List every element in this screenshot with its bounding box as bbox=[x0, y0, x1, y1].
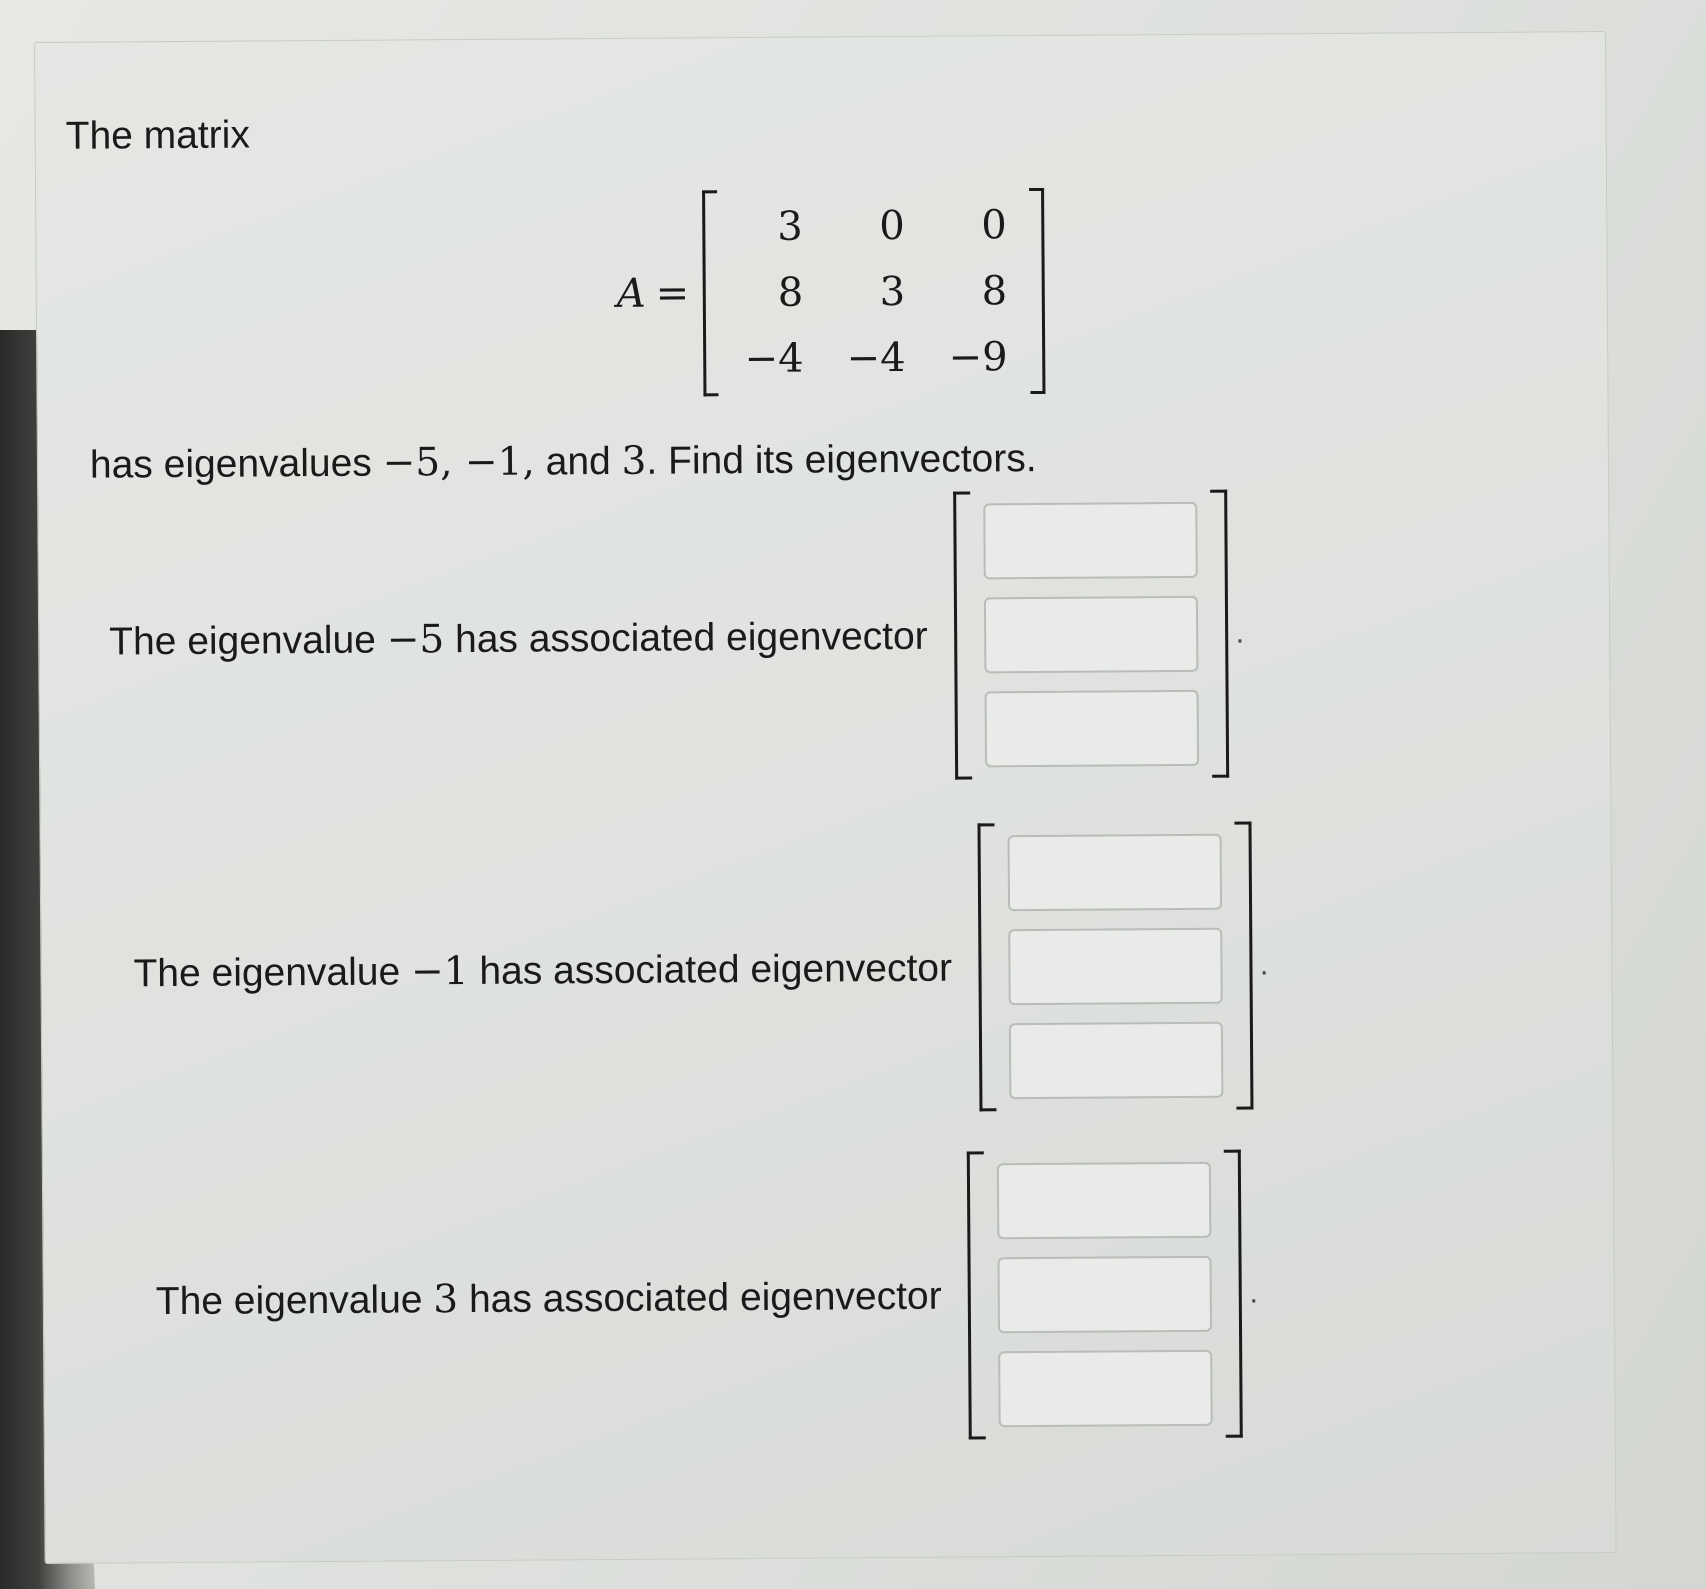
label-suffix: has associated eigenvector bbox=[458, 1274, 942, 1321]
matrix-equation bbox=[616, 188, 1046, 397]
eigenvector-1-component-3[interactable] bbox=[984, 690, 1199, 767]
label-prefix: The eigenvalue bbox=[133, 949, 412, 995]
eigenvector-label bbox=[156, 1273, 942, 1323]
eigenvector-2-component-2[interactable] bbox=[1008, 928, 1223, 1005]
eigenvector-1-component-1[interactable] bbox=[983, 502, 1198, 579]
eigenvalue-last: 3 bbox=[621, 438, 647, 484]
eigenvector-3-component-3[interactable] bbox=[998, 1350, 1213, 1427]
vector-brackets bbox=[953, 490, 1229, 780]
matrix-cell: 3 bbox=[879, 268, 906, 316]
matrix-cell: −4 bbox=[846, 334, 906, 382]
eigenvector-1-component-2[interactable] bbox=[983, 596, 1198, 673]
intro-text: The matrix bbox=[65, 113, 251, 158]
eigenvector-label bbox=[109, 613, 928, 664]
label-suffix: has associated eigenvector bbox=[468, 946, 953, 993]
eigenvalue-value: 3 bbox=[433, 1276, 459, 1322]
matrix-cell: −4 bbox=[744, 335, 804, 383]
matrix-cell: 3 bbox=[777, 203, 803, 250]
eigenvector-2-component-3[interactable] bbox=[1008, 1022, 1223, 1099]
eigenvalues-suffix: . Find its eigenvectors. bbox=[646, 437, 1037, 483]
eigenvalue-value: −1 bbox=[410, 948, 469, 994]
eigenvector-2-component-1[interactable] bbox=[1007, 834, 1222, 911]
eigenvalue-value: −5 bbox=[386, 616, 445, 663]
eigenvector-label bbox=[133, 945, 952, 996]
period-mark: . bbox=[1235, 616, 1245, 650]
matrix-brackets bbox=[702, 188, 1045, 396]
matrix-cell: −9 bbox=[948, 334, 1008, 381]
problem-card bbox=[34, 31, 1617, 1564]
label-prefix: The eigenvalue bbox=[155, 1277, 434, 1323]
matrix-variable: A bbox=[616, 270, 646, 317]
eigenvector-row-3 bbox=[155, 1149, 1259, 1445]
eigenvector-row-1 bbox=[108, 490, 1245, 786]
eigenvalues-prefix: has eigenvalues bbox=[89, 441, 383, 487]
eigenvector-3-component-2[interactable] bbox=[997, 1256, 1212, 1333]
vector-brackets bbox=[977, 822, 1253, 1112]
matrix-grid bbox=[720, 192, 1027, 392]
period-mark: . bbox=[1249, 1276, 1259, 1310]
eigenvalues-statement bbox=[90, 436, 1037, 488]
matrix-cell: 8 bbox=[777, 269, 804, 316]
eigenvalues-and: and bbox=[534, 439, 622, 484]
equals-sign: = bbox=[655, 270, 690, 317]
vector-brackets bbox=[967, 1150, 1243, 1440]
eigenvalues-list: −5, −1, bbox=[382, 439, 536, 486]
matrix-cell: 0 bbox=[879, 202, 905, 250]
label-prefix: The eigenvalue bbox=[109, 618, 387, 663]
label-suffix: has associated eigenvector bbox=[444, 614, 928, 661]
eigenvector-3-component-1[interactable] bbox=[997, 1162, 1212, 1239]
matrix-cell: 8 bbox=[981, 268, 1008, 315]
period-mark: . bbox=[1259, 948, 1269, 982]
eigenvector-row-2 bbox=[132, 821, 1269, 1117]
matrix-cell: 0 bbox=[981, 202, 1007, 249]
